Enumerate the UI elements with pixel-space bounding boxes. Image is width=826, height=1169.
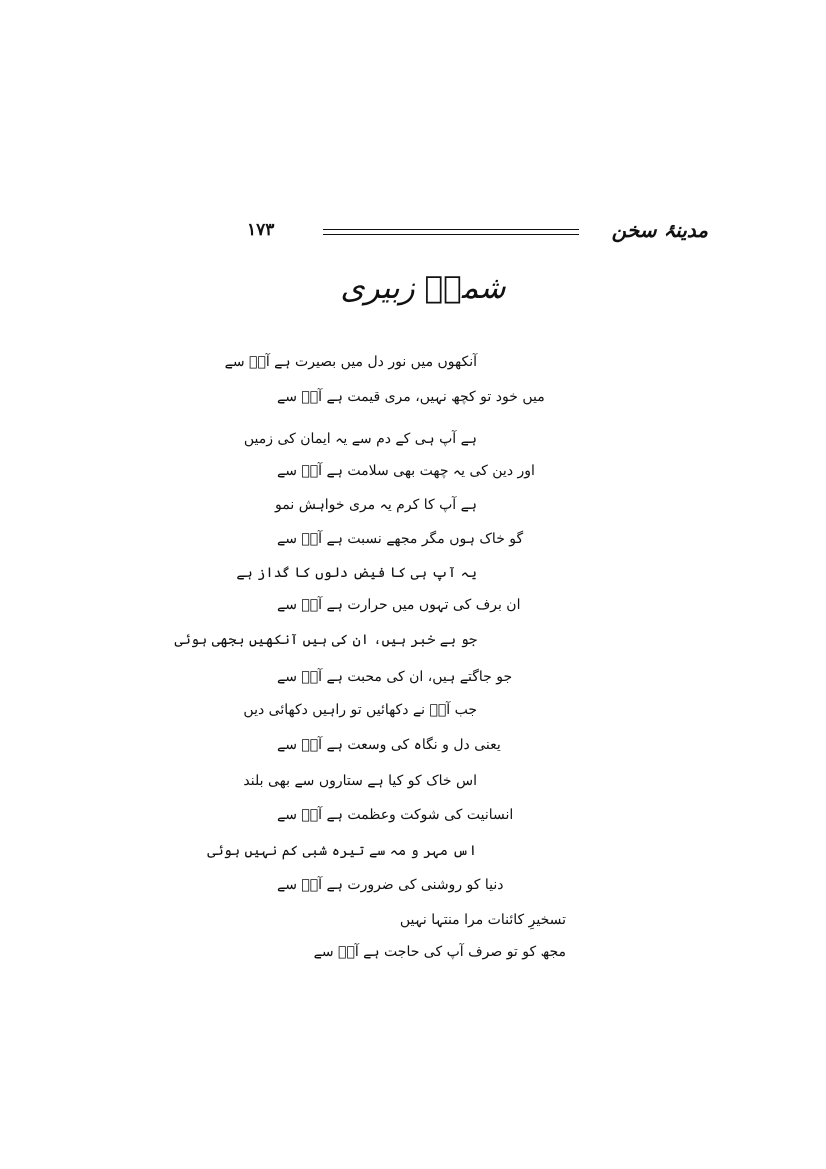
verse-line: میں خود تو کچھ نہیں، مری قیمت ہے آپؐ سے — [277, 389, 545, 405]
verse-line: اس خاک کو کیا ہے ستاروں سے بھی بلند — [243, 773, 477, 789]
header-rule-bottom — [323, 234, 579, 235]
verse-line: ہے آپ ہی کے دم سے یہ ایمان کی زمیں — [243, 431, 477, 447]
verse-line: جو بے خبر ہیں، ان کی ہیں آنکھیں بجھی ہوئی — [174, 632, 477, 648]
verse-line: آنکھوں میں نور دل میں بصیرت ہے آپؐ سے — [224, 354, 477, 370]
poet-name: شمسؔ زبیری — [340, 270, 506, 306]
verse-line: ہے آپ کا کرم یہ مری خواہش نمو — [275, 497, 477, 513]
journal-title: مدینۂ سخن — [611, 218, 708, 242]
verse-line: اور دین کی یہ چھت بھی سلامت ہے آپؐ سے — [277, 463, 535, 479]
verse-line: جب آپؐ نے دکھائیں تو راہیں دکھائی دیں — [243, 702, 477, 718]
verse-line: جو جاگتے ہیں، ان کی محبت ہے آپؐ سے — [277, 669, 513, 685]
verse-line: انسانیت کی شوکت وعظمت ہے آپؐ سے — [277, 807, 514, 823]
verse-line: یعنی دل و نگاہ کی وسعت ہے آپؐ سے — [277, 737, 501, 753]
verse-line: گو خاک ہوں مگر مجھے نسبت ہے آپؐ سے — [277, 531, 524, 547]
verse-line: ان برف کی تہوں میں حرارت ہے آپؐ سے — [277, 597, 521, 613]
final-couplet-line: تسخیرِ کائنات مرا منتہا نہیں — [399, 912, 566, 928]
verse-line: یہ آپ ہی کا فیض دلوں کا گداز ہے — [236, 565, 477, 581]
verse-line: اس مہر و مہ سے تیرہ شبی کم نہیں ہوئی — [207, 843, 477, 859]
final-couplet-line: مجھ کو تو صرف آپ کی حاجت ہے آپؐ سے — [313, 944, 566, 960]
poem-title — [0, 270, 826, 306]
verse-line: دنیا کو روشنی کی ضرورت ہے آپؐ سے — [277, 877, 504, 893]
page-number: ۱۷۳ — [247, 220, 275, 240]
header-rule-top — [323, 229, 579, 230]
